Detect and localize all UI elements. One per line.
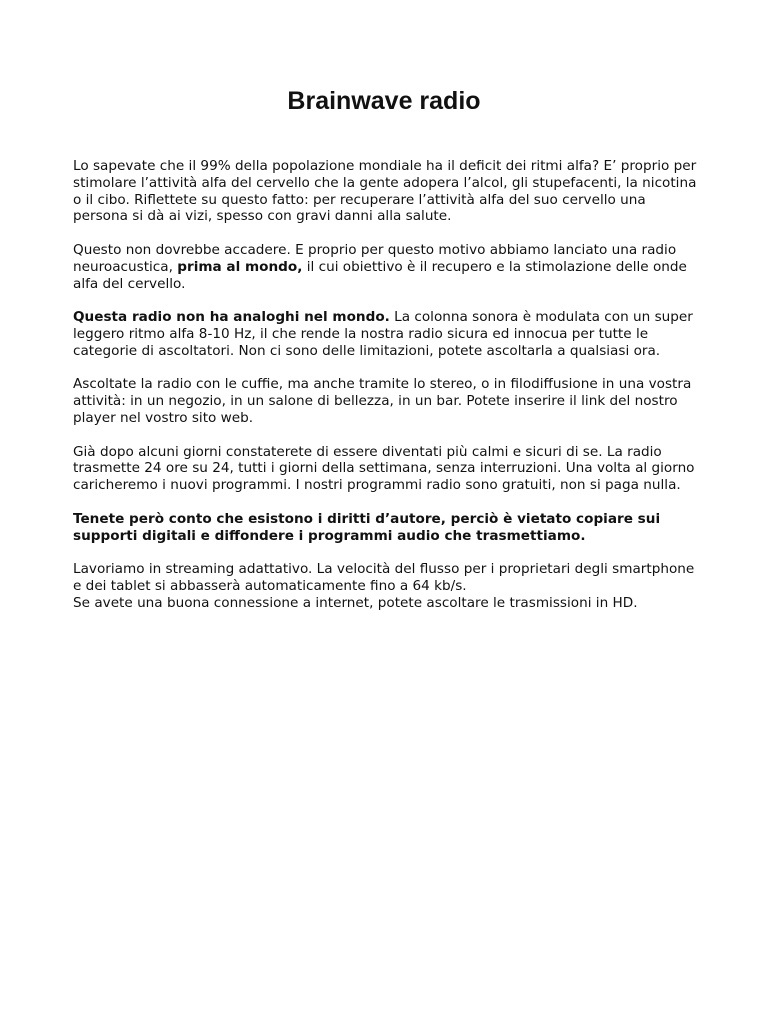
paragraph-copyright-bold: Tenete però conto che esistono i diritti d’autore, perciò è vietato copiare sui supporti digitali e diffondere i programmi audio che trasmettiamo. — [73, 510, 661, 544]
paragraph-schedule: Già dopo alcuni giorni constaterete di essere diventati più calmi e sicuri di se. La radio trasmette 24 ore su 24, tutti i giorni della settimana, senza interruzioni. Una volta al giorno caricheremo i nuovi programmi. I nostri programmi radio sono gratuiti, non si paga nulla. — [73, 443, 695, 494]
paragraph-streaming — [73, 561, 699, 611]
paragraph-launch-text-a: Questo non dovrebbe accadere. E proprio per questo motivo abbiamo lanciato una radio neuroacustica, — [73, 241, 677, 275]
paragraph-unique-text: La colonna sonora è modulata con un super leggero ritmo alfa 8-10 Hz, il che rende la nostra radio sicura ed innocua per tutte le categorie di ascoltatori. Non ci sono delle limitazioni, potete ascoltarla a qualsiasi ora. — [73, 309, 693, 359]
paragraph-copyright — [73, 511, 699, 545]
document-body — [73, 158, 699, 628]
document-title: Brainwave radio — [287, 87, 481, 115]
paragraph-launch-text-b: il cui obiettivo è il recupero e la stimolazione delle onde alfa del cervello. — [73, 258, 687, 292]
paragraph-intro: Lo sapevate che il 99% della popolazione mondiale ha il deficit dei ritmi alfa? E’ proprio per stimolare l’attività alfa del cervello che la gente adopera l’alcol, gli stupefacenti, la nicotina o il cibo. Riflettete su questo fatto: per recuperare l’attività alfa del suo cervello una persona si dà ai vizi, spesso con gravi danni alla salute. — [73, 158, 697, 225]
paragraph-listening: Ascoltate la radio con le cuffie, ma anche tramite lo stereo, o in filodiffusione in una vostra attività: in un negozio, in un salone di bellezza, in un bar. Potete inserire il link del nostro player nel vostro sito web. — [73, 376, 692, 426]
paragraph-launch-bold: prima al mondo, — [177, 258, 303, 275]
paragraph-launch — [73, 242, 699, 292]
paragraph-streaming-line2: Se avete una buona connessione a internet, potete ascoltare le trasmissioni in HD. — [73, 594, 638, 611]
paragraph-streaming-line1: Lavoriamo in streaming adattativo. La velocità del flusso per i proprietari degli smartphone e dei tablet si abbasserà automaticamente fino a 64 kb/s. — [73, 561, 695, 594]
paragraph-unique — [73, 309, 699, 359]
paragraph-unique-bold: Questa radio non ha analoghi nel mondo. — [73, 309, 390, 326]
